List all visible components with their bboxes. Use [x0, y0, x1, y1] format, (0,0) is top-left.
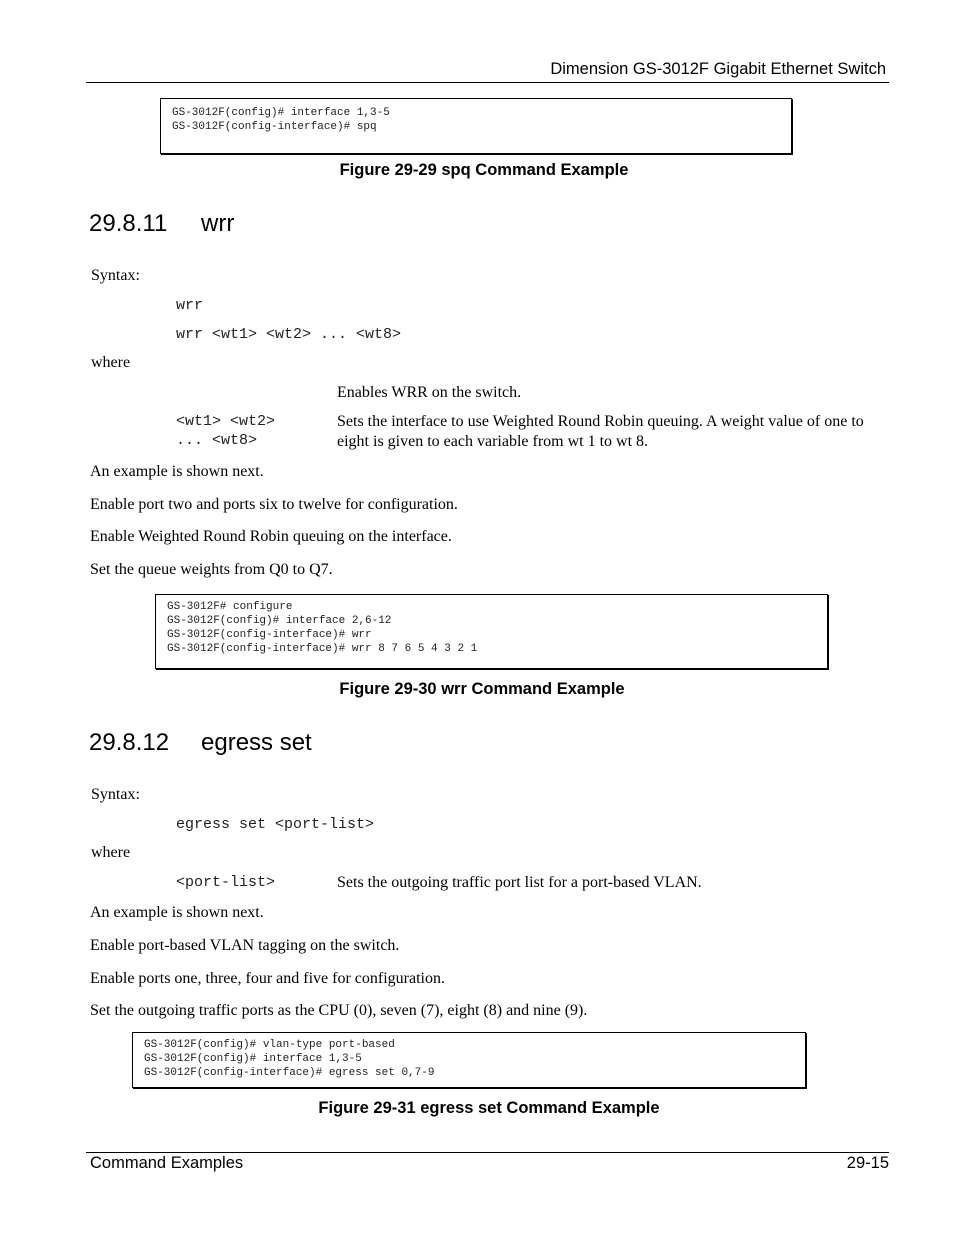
param-description: Sets the outgoing traffic port list for a port-based VLAN. [337, 874, 702, 891]
code-line: GS-3012F(config)# interface 2,6-12 [167, 615, 392, 627]
footer-chapter: Command Examples [90, 1154, 244, 1172]
figure-caption: Figure 29-29 spq Command Example [339, 161, 629, 179]
section-number: 29.8.12 [89, 729, 170, 756]
page-number: 29-15 [846, 1154, 889, 1172]
param-name: <wt1> <wt2> [176, 413, 276, 430]
page-header-title: Dimension GS-3012F Gigabit Ethernet Switch [550, 60, 886, 78]
section-title: egress set [201, 729, 312, 756]
code-block-wrr [155, 594, 828, 669]
paragraph: An example is shown next. [90, 463, 264, 480]
figure-caption: Figure 29-31 egress set Command Example [318, 1099, 660, 1117]
code-line: GS-3012F(config-interface)# wrr [167, 629, 372, 641]
syntax-line: egress set <port-list> [176, 816, 375, 833]
paragraph: Set the queue weights from Q0 to Q7. [90, 561, 333, 578]
param-name: ... <wt8> [176, 432, 258, 449]
param-name: <port-list> [176, 874, 276, 891]
code-line: GS-3012F(config)# vlan-type port-based [144, 1039, 395, 1051]
paragraph: Enable port two and ports six to twelve for configuration. [90, 496, 458, 513]
section-heading-wrr [89, 210, 234, 238]
syntax-label: Syntax: [91, 267, 140, 284]
where-label: where [91, 844, 131, 861]
code-line: GS-3012F(config-interface)# egress set 0,7-9 [144, 1067, 435, 1079]
where-label: where [91, 354, 131, 371]
code-block-spq [160, 98, 792, 154]
code-block-egress [132, 1032, 806, 1088]
code-line: GS-3012F(config-interface)# wrr 8 7 6 5 4 3 2 1 [167, 643, 478, 655]
code-line: GS-3012F(config)# interface 1,3-5 [172, 107, 390, 119]
header-divider [86, 82, 889, 83]
code-line: GS-3012F(config)# interface 1,3-5 [144, 1053, 362, 1065]
paragraph: An example is shown next. [90, 904, 264, 921]
section-number: 29.8.11 [89, 210, 168, 237]
code-line: GS-3012F# configure [167, 601, 293, 613]
section-title: wrr [201, 210, 235, 237]
footer-divider [86, 1152, 889, 1153]
paragraph: Enable Weighted Round Robin queuing on the interface. [90, 528, 452, 545]
section-heading-egress-set [89, 729, 312, 757]
syntax-line: wrr [176, 297, 204, 314]
syntax-label: Syntax: [91, 786, 140, 803]
figure-caption: Figure 29-30 wrr Command Example [339, 680, 625, 698]
syntax-line: wrr <wt1> <wt2> ... <wt8> [176, 326, 402, 343]
param-description: Enables WRR on the switch. [337, 384, 522, 401]
paragraph: Enable ports one, three, four and five for configuration. [90, 970, 445, 987]
paragraph: Enable port-based VLAN tagging on the switch. [90, 937, 400, 954]
paragraph: Set the outgoing traffic ports as the CPU (0), seven (7), eight (8) and nine (9). [90, 1002, 588, 1019]
param-description: Sets the interface to use Weighted Round Robin queuing. A weight value of one to eight is given to each variable from wt 1 to wt 8. [337, 413, 864, 450]
code-line: GS-3012F(config-interface)# spq [172, 121, 377, 133]
